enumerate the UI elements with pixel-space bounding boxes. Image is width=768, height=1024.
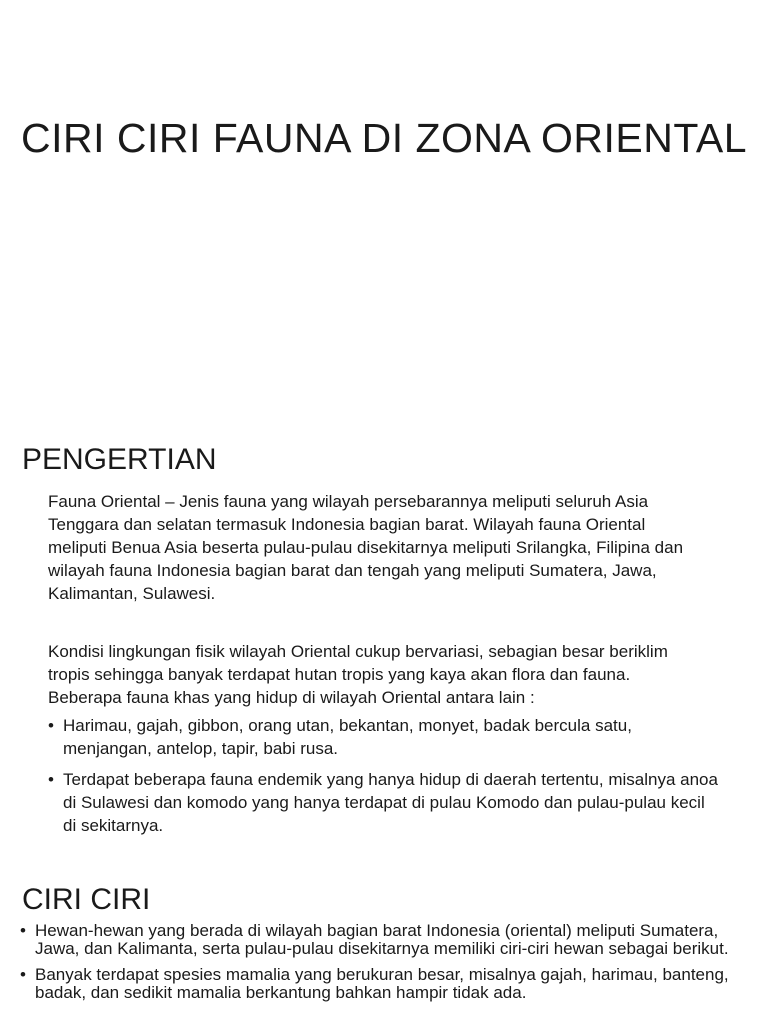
paragraph-definition: Fauna Oriental – Jenis fauna yang wilayah persebarannya meliputi seluruh Asia Tenggara dan selatan termasuk Indonesia bagian barat. Wilayah fauna Oriental meliputi Benua Asia beserta pulau-pulau disekitarnya meliputi Srilangka, Filipina dan wilayah fauna Indonesia bagian barat dan tengah yang meliputi Sumatera, Jawa, Kalimantan, Sulawesi. xyxy=(48,492,684,603)
list-item-text: Hewan-hewan yang berada di wilayah bagian barat Indonesia (oriental) meliputi Sumatera, Jawa, dan Kalimanta, serta pulau-pulau disekitarnya memiliki ciri-ciri hewan sebagai berikut. xyxy=(35,921,729,958)
bullet-icon: • xyxy=(20,965,26,984)
paragraph-conditions: Kondisi lingkungan fisik wilayah Oriental cukup bervariasi, sebagian besar beriklim tropis sehingga banyak terdapat hutan tropis yang kaya akan flora dan fauna. Beberapa fauna khas yang hidup di wilayah Oriental antara lain : xyxy=(48,642,668,707)
slide-pengertian xyxy=(0,420,768,860)
list-item xyxy=(48,768,718,837)
list-item xyxy=(20,922,740,958)
list-item-text: Harimau, gajah, gibbon, orang utan, bekantan, monyet, badak bercula satu, menjangan, antelop, tapir, babi rusa. xyxy=(63,716,632,758)
fauna-bullet-list xyxy=(48,714,718,845)
bullet-icon: • xyxy=(48,770,54,789)
list-item-text: Banyak terdapat spesies mamalia yang berukuran besar, misalnya gajah, harimau, banteng, badak, dan sedikit mamalia berkantung bahkan hampir tidak ada. xyxy=(35,965,729,1002)
bullet-icon: • xyxy=(20,921,26,940)
list-item xyxy=(48,714,718,760)
list-item-text: Terdapat beberapa fauna endemik yang hanya hidup di daerah tertentu, misalnya anoa di Sulawesi dan komodo yang hanya terdapat di pulau Komodo dan pulau-pulau kecil di sekitarnya. xyxy=(63,770,718,835)
slide-ciri-ciri xyxy=(0,860,768,1024)
section-heading-ciri-ciri: CIRI CIRI xyxy=(22,883,151,916)
slide-title-text: CIRI CIRI FAUNA DI ZONA ORIENTAL xyxy=(20,115,747,161)
ciri-bullet-list xyxy=(20,922,740,1010)
slide-title xyxy=(0,0,768,420)
section-heading-pengertian: PENGERTIAN xyxy=(22,443,217,476)
bullet-icon: • xyxy=(48,716,54,735)
list-item xyxy=(20,966,740,1002)
